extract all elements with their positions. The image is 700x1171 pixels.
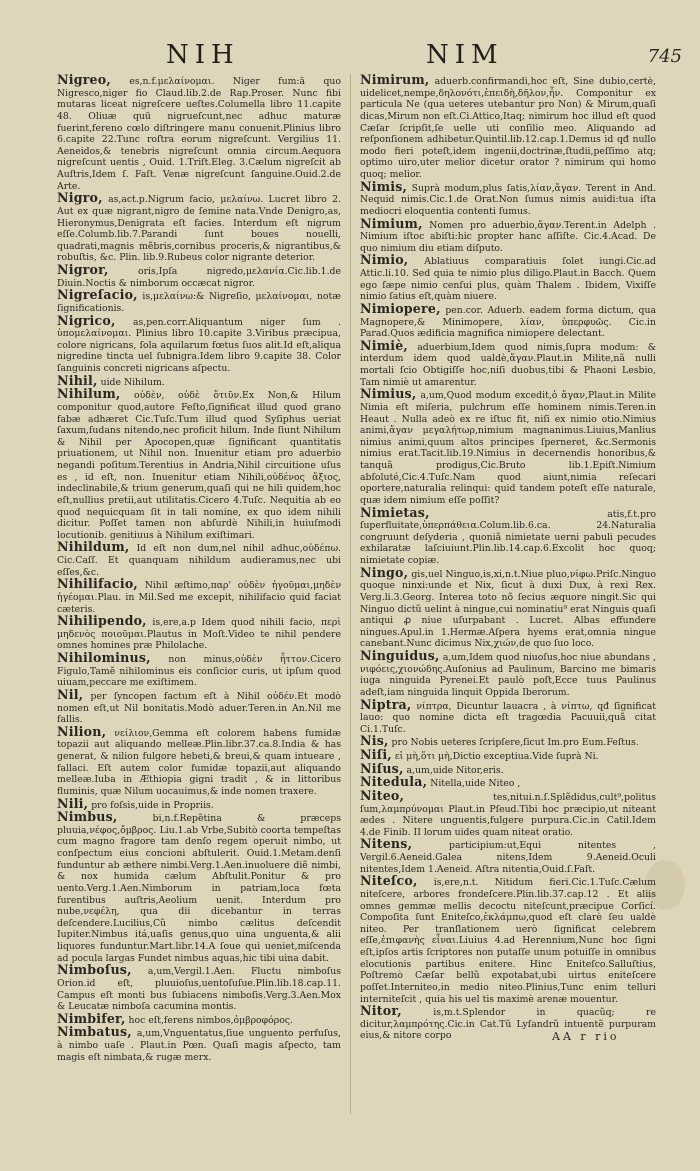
- entry-headword: Nihilum,: [57, 386, 121, 402]
- entry-headword: Nimietas,: [360, 504, 430, 520]
- entry-text: hoc eſt,ferens nimbos,ὀμβροφόρος.: [128, 1014, 293, 1026]
- entry-headword: Nitedula,: [360, 774, 428, 790]
- entry-headword: Nigreſacio,: [57, 287, 138, 303]
- entry-headword: Nimis,: [360, 178, 408, 194]
- entry-headword: Nimbatus,: [57, 1024, 132, 1040]
- entry-text: is,ere,n.t. Nitidum fieri.Cic.1.Tuſc.Cælum niteſcere, arbores frondeſcere.Plin.lib.37.cap.12 . Et aliis omnes gemmæ mellis decoctu niteſcunt,præcipue Corſicí. Compoſita ſunt Eniteſco,ἐκλάμπω,quod eſt clarè ſeu ualdè niteo. Per tranſlationem uerò ſignificat celebrem eſſe,ἐπιφανὴς εἶναι.Liuius 4.ad Herennium,Nunc hoc ſigni eſt,ipſos artis ſcriptores non putaſſe unum potuiſſe in omnibus elocutionis partibus enitere. Hinc Eniteſco.Salluſtius, Poſtremò Cæſar bellũ expotabat,ubi uirtus eniteſcere poſſet.Interniteo,in medio niteo.Plinius,Tunc enim telluri interniteſcit , quia his uel tis maximè arenæ mouentur.: [360, 877, 656, 1005]
- dictionary-entry: [57, 723, 341, 798]
- entry-headword: Nihilifacio,: [57, 576, 139, 592]
- column-gutter: [350, 74, 351, 1114]
- left-column: [57, 74, 341, 1154]
- entry-text: is,μελαίνω:& Nigreſio, μελαίνομαι, notæ ſignificationis.: [57, 291, 341, 314]
- entry-text: Ablatiuus comparatiuis ſolet iungi.Cic.ad Attic.li.10. Sed quia te nimio plus diligo.Plaut.in Bacch. Quem ego ſæpe nimio cenſui plus, quàm Thalem . Ibidem, Vixiſſe nimio ſatius eſt,quàm niuere.: [360, 256, 656, 303]
- signature-mark: AA r rio: [552, 1030, 620, 1043]
- dictionary-entry: [360, 787, 656, 839]
- entry-text: gis,uel Ninguo,is,xi,n.t.Niue pluo,νίφω.Priſc.Ninguo quoque ninxi:unde et Nix, ſicut à duxi Dux, à rexi Rex. Verg.li.3.Georg. Interea toto nõ ſecius æquore ningit.Sic qui Ninguo dictũ uelint à ningue,cui nominatiu⁹ erat Ninguis quaſi antiqui ꝓ niue uſurpabant . Lucret. Albas effundere ningues.Apul.in 1.Hermæ.Aſpera hyems erat,omnia ningue canebant.Nunc dicimus Nix,χιών,de quo ſuo loco.: [360, 568, 656, 650]
- entry-headword: Nilion,: [57, 723, 107, 739]
- running-header: [0, 40, 700, 70]
- entry-headword: Ninguidus,: [360, 648, 440, 663]
- entry-headword: Nimbifer,: [57, 1010, 126, 1026]
- entry-headword: Nigrico,: [57, 312, 116, 328]
- dictionary-entry: [360, 838, 656, 875]
- entry-text: is,m.t.Splendor in quacũq; re dicitur,λαμπρότης.Cic.in Cat.Tũ Lyſandrũ intuentẽ purpuram eius,& nitore corpo: [360, 1007, 656, 1042]
- dictionary-entry: [360, 696, 656, 736]
- entry-headword: Niptra,: [360, 696, 412, 712]
- entry-text: is,ere,a.p Idem quod nihili facio, περὶ μηδενὸς ποιοῦμαι.Plautus in Moſt.Video te nihil pendere omnes homines præ Philolache.: [57, 617, 341, 652]
- dictionary-entry: [360, 564, 656, 650]
- dictionary-entry: [57, 686, 341, 726]
- entry-headword: Nigreo,: [57, 74, 111, 87]
- dictionary-entry: [57, 312, 341, 375]
- entry-text: Nihil æſtimo,παρ' οὐδὲν ἡγοῦμαι,μηδὲν ἡγέομαι.Plau. in Mil.Sed me excepit, nihilifacio quid faciat cæteris.: [57, 580, 341, 615]
- running-head-left: NIH: [166, 40, 240, 70]
- entry-headword: Nimiopere,: [360, 300, 441, 316]
- entry-headword: Nihil,: [57, 372, 98, 388]
- dictionary-entry: [57, 388, 341, 541]
- dictionary-entry: [57, 74, 341, 192]
- entry-text: νίπτρα, Dicuntur lauacra , à νίπτω, qđ ſignificat lauo: quo nomine dicta eſt tragœdia Pacuuii,quã citat Ci.1.Tuſc.: [360, 700, 656, 735]
- entry-headword: Niteo,: [360, 787, 405, 803]
- dictionary-entry: [360, 776, 656, 790]
- dictionary-entry: [57, 811, 341, 964]
- entry-text: Nitella,uide Niteo ,: [430, 778, 521, 790]
- dictionary-entry: [360, 388, 656, 506]
- entry-headword: Nimbus,: [57, 809, 118, 825]
- entry-headword: Nimio,: [360, 252, 409, 268]
- entry-text: uide Nihilum.: [100, 376, 165, 388]
- entry-text: as,pen.corr.Aliquantum niger ſum . ὑπομελαίνομαι. Plinius libro 10.capite 3.Viribus præcipua, colore nigricans, ſola aquilarum fœtus ſuos alit.Id eſt,aliqua nigredine tincta uel ſubnigra.Idem libro 9.capite 38. Color ſanguinis concreti nigricans aſpectu.: [57, 316, 341, 374]
- entry-headword: Nimiè,: [360, 337, 409, 353]
- entry-text: Suprà modum,plus ſatis,λίαν,ἄγαν. Terent in And. Nequid nimis.Cic.1.de Orat.Non ſumus nimis auidi:tua iſta mediocri eloquentia contenti ſumus.: [360, 182, 656, 217]
- entry-text: οὐδὲν, οὐδὲ ὅτιῦν.Ex Non,& Hilum componitur quod,autore Feſto,ſignificat illud quod grano fabæ adhæret Cic.Tuſc.Tum illud quod Syſiphus ueriat ſaxum,ſudans nitendo,nec proficit hilum. Inde ſiunt Nihilum & Nihil per Apocopen,quæ ſignificant quantitatis priuationem, ut Nihil non. Inuenitur etiam pro aduerbio negandi poſitum.Terentius in Andria,Nihil circuitione uſus es , id eſt, non. Inuenitur etiam Nihili,οὐδένος ἄξιος, indeclinabile,& trium generum,quaſi qui ne hili quidem,hoc eſt,nullius pretii,aut utilitatis.Cicero 4.Tuſc. Nequitia ab eo quod nequicquam ſit in tali nomine, ex quo idem nihili dicitur. Poſſet tamen non abſurdè Nihili,in huiuſmodi locutionib. genitiuus à Nihilum exiſtimari.: [57, 390, 341, 541]
- entry-text: Id eſt non dum,nel nihil adhuc,οὐδέπω. Cic.Caſſ. Et quanquam nihildum audieramus,nec ubi eſſes,&c.: [57, 543, 341, 578]
- dictionary-entry: [360, 735, 656, 749]
- entry-text: a,um,Quod modum excedit,ὁ ἄγαν,Plaut.in Milite Nimia eſt miſeria, pulchrum eſſe hominem nimis.Teren.in Heaut . Nulla adeò ex re iſtuc fit, niſi ex nimio otio.Nimius animi,ἄγαν μεγαλήτωρ,nimium magnanimus.Liuius,Manlius nimius animi,quum altos principes ſperneret, &c.Sermonis nimius erat.Tacit.lib.19.Nimius in decernendis honoribus,& tanquã prodigus,Cic.Bruto lib.1.Epiſt.Nimium abſoluté,Cic.4.Tuſc.Nam quod aiunt,nimia reſecari oportere,naturalia relinqui: quid tandem poteſt eſſe naturale, quæ idem nimium eſſe poſſit?: [360, 390, 656, 506]
- entry-text: pen.cor. Aduerb. eadem forma dictum, qua Magnopere,& Minimopere, λίαν, ὑπερφυῶς. Cic.in Parad.Quos ædificia magnifica nimiopere delectant.: [360, 304, 656, 340]
- entry-headword: Nihildum,: [57, 539, 130, 555]
- running-head-right: NIM: [426, 40, 504, 70]
- right-column: [360, 74, 656, 1154]
- dictionary-entry: [360, 178, 656, 218]
- dictionary-entry: [360, 504, 656, 567]
- entry-text: Nomen pro aduerbio,ἄγαν.Terent.in Adelph . Nimium iſtoc abiſti:hic propter hanc aſſiſte. Cic.4.Acad. De quo nimium diu etiam diſputo.: [360, 219, 656, 254]
- dictionary-entry: [360, 254, 656, 303]
- entry-text: aduerb.confirmandi,hoc eſt, Sine dubio,certè, uidelicet,nempe,δηλονότι,ἐπειδὴ,δῆλον,ἦν. Componitur ex particula Ne (qua ueteres utebantur pro Non) & Mirum,quaſi dicas,Mirum non eſt.Ci.Attico,Itaq; nimirum hoc illud eſt quod Cæſar ſcripſit,ſe uelle uti conſilio meo. Aliquando ad reſponſionem adhibetur.Quintil.lib.12.cap.1.Demus id qđ nullo modo fieri poteſt,idem ingenii,doctrinæ,ſtudii,peſſimo atq; optimo uiro,uter melior dicetur orator ? nimirum qui homo quoq; melior.: [360, 76, 656, 180]
- page-number: 745: [647, 46, 682, 67]
- dictionary-entry: [360, 74, 656, 181]
- entry-headword: Nihilominus,: [57, 650, 151, 665]
- dictionary-entry: [360, 875, 656, 1005]
- entry-text: atis,f.t.pro ſuperfluitate,ὑπερπάθεια.Colum.lib.6.ca. 24.Naturalia congruunt deſyderia , quoniã nimietate uerni pabuli pecudes exhilaratæ laſciuiunt.Plin.lib.14.cap.6.Excolit hoc quoq; nimietate copiæ.: [360, 508, 656, 566]
- entry-text: pro Nobis ueteres ſcripſere,ſicut Im.pro Eum.Feſtus.: [391, 737, 639, 749]
- entry-text: a,um,Vnguentatus,ſiue unguento perfuſus, à nimbo uaſe . Plaut.in Pœn. Quaſi magis aſpecto, tam magis eſt nimbata,& rugæ merx.: [57, 1028, 341, 1063]
- entry-headword: Niſi,: [360, 747, 392, 762]
- entry-headword: Nihilipendo,: [57, 613, 147, 629]
- entry-headword: Niteſco,: [360, 873, 418, 889]
- entry-text: participium:ut,Equi nitentes , Vergil.6.Aeneid.Galea nitens,Idem 9.Aeneid.Oculi nitentes,Idem 1.Aeneid. Aſtra nitentia,Ouid.ſ.Faſt.: [360, 840, 656, 875]
- entry-text: εἰ μὴ,ὅτι μὴ,Dictio exceptiua.Vide ſuprà Ni.: [394, 751, 599, 762]
- entry-text: bi,n.f.Repẽtina & præceps pluuia,νέφος,ὄμβρος. Liu.1.ab Vrbe,Subitò coorta tempeſtas cum magno fragore tam denſo regem operuit nimbo, ut conſpectum eius concioni abſtulerit. Ouid.1.Metam.denſi funduntur ab æthere nimbi.Verg.1.Aen.inuoluere diẽ nimbi, & nox humida cælum Abſtulit.Ponitur & pro uento.Verg.1.Aen.Nimborum in patriam,loca fœta furentibus auſtris,Aeolium uenit. Interdum pro nube,νεφέλη, qua dii dicebantur in terras deſcendere.Lucilius,Cũ nimbo cælitus deſcendit Iupiter.Nimbus itá,uaſis genus,quo uina unguenta,& alii liquores funduntur.Mart.libr.14.A ſoue qui ueniet,miſcenda ad pocula largas Fundet nimbus aquas,hic tibi uina dabit.: [57, 813, 341, 964]
- entry-text: pro foſsis,uide in Propriis.: [91, 799, 214, 811]
- entry-text: es,n.f.μελαίνομαι. Niger fum:ā quo Nigresco,niger fio Claud.lib.2.de Rap.Proser. Nunc fibi mutaras liceat nigreſcere ueſtes.Columella libro 11.capite 48. Oliuæ quū nigrueſcunt,nec adhuc maturæ fuerint,fereno cœlo diſtringere manu conuenit.Plinius libro 6.capite 22.Tunc roſtra eorum nigreſcunt. Vergilius 11. Aeneidos,& tenebris nigreſcunt omnia circum.Aequora nigreſcunt uentis , Ouid. 1.Triſt.Eleg. 3.Cælum nigreſcit ab Auſtris,Idem ſ. Faſt. Venæ nigreſcunt ſanguine.Ouid.2.de Arte.: [57, 76, 341, 192]
- dictionary-entry: [57, 289, 341, 314]
- entry-headword: Nis,: [360, 733, 389, 749]
- dictionary-entry: [360, 300, 656, 340]
- entry-headword: Nil,: [57, 686, 84, 702]
- dictionary-entry: [57, 578, 341, 615]
- dictionary-entry: [360, 215, 656, 255]
- dictionary-entry: [57, 964, 341, 1013]
- entry-headword: Nimirum,: [360, 74, 430, 87]
- entry-text: aduerbium,Idem quod nimis,ſupra modum: & interdum idem quod ualdè,ἄγαν.Plaut.in Milite,nã nulli mortali ſcio Obtigiſſe hoc,niſi duobus,tibi & Phaoni Lesbio, Tam nimiè ut amarentur.: [360, 341, 656, 388]
- entry-headword: Ningo,: [360, 564, 409, 580]
- entry-text: νείλιον,Gemma eſt colorem habens fumidæ topazii aut aliquando melleæ.Plin.libr.37.ca.8.India & has generat, & nilion fulgore hebeti,& breui,& quam intueare , fallaci. Eſt autem color fumidæ topazii,aut aliquando melleæ.Iuba in Æthiopia gigni tradit , & in littoribus fluminis, quæ Nilum uocauimus,& inde nomen traxere.: [57, 727, 341, 797]
- entry-headword: Nigror,: [57, 262, 109, 277]
- dictionary-entry: [360, 337, 656, 389]
- dictionary-entry: [57, 615, 341, 652]
- entry-text: a,um,Idem quod niuoſus,hoc niue abundans , νιφόεις,χιονώδης.Auſonius ad Paulinum, Barcino me bimaris iuga ninguida Pyrenei.Et paulò poſt,Ecce tuus Paulinus adeſt,iam ninguida linquit Oppida Iberorum.: [360, 652, 656, 698]
- entry-text: a,um,uide Nitor,eris.: [406, 764, 504, 776]
- entry-text: as,act.p.Nigrum facio, μελαίνω. Lucret libro 2. Aut ex quæ nigrant,nigro de ſemine nata.Vnde Denigro,as, Hieronymus,Denigrata eſt facies. Interdum eſt nigrum eſſe.Columb.lib.7.Parandi ſunt boues nouelli, quadrati,magnis mẽbris,cornibus proceris,& nigrantibus,& robuſtis, &c. Plin. lib.9.Rubeus color nigrante deterior.: [57, 194, 341, 264]
- dictionary-entry: [360, 749, 656, 763]
- dictionary-entry: [360, 650, 656, 699]
- entry-headword: Nigro,: [57, 190, 103, 206]
- entry-text: oris,Ipſa nigredo,μελανία.Cic.lib.1.de Diuin.Noctis & nimborum occæcat nigror.: [57, 266, 341, 289]
- entry-headword: Nitens,: [360, 836, 413, 852]
- dictionary-entry: [57, 192, 341, 264]
- entry-text: per ſyncopen factum eſt à Nihil οὐδέν.Et modò nomen eſt,ut Nil bonitatis.Modò aduer.Teren.in An.Nil me fallis.: [57, 690, 341, 726]
- entry-headword: Nimium,: [360, 215, 423, 231]
- entry-headword: Nimboſus,: [57, 962, 132, 978]
- dictionary-entry: [57, 652, 341, 689]
- entry-headword: Nitor,: [360, 1003, 402, 1019]
- dictionary-entry: [57, 264, 341, 289]
- entry-headword: Nimius,: [360, 386, 417, 402]
- dictionary-entry: [57, 541, 341, 578]
- entry-text: non minus,οὐδὲν ἧττον.Cicero Figulo,Tamẽ nihilominus eis conſicior curis, ut ipſum quod uiuam,peccare me exiſtimem.: [57, 654, 341, 689]
- entry-headword: Niſus,: [360, 760, 404, 776]
- entry-text: tes,nitui.n.ſ.Splẽdidus,cult⁹,politus ſum,λαμπρύνομαι Plaut.in Pſeud.Tibi hoc præcipio,ut niteant ædes . Nitere unguentis,fulgere purpura.Cic.in Catil.Idem 4.de Finib. II lorum uides quam niteat oratio.: [360, 791, 656, 838]
- dictionary-entry: [57, 1026, 341, 1063]
- entry-text: a,um,Vergil.1.Aen. Fluctu nimboſus Orion.id eſt, pluuioſus,uentoſuſue.Plin.lib.18.cap.11. Campus eſt monti bus ſubiacens nimboſis.Verg.3.Aen.Mox & Leucatæ nimboſa cacumina montis.: [57, 966, 341, 1013]
- entry-headword: Nili,: [57, 795, 89, 811]
